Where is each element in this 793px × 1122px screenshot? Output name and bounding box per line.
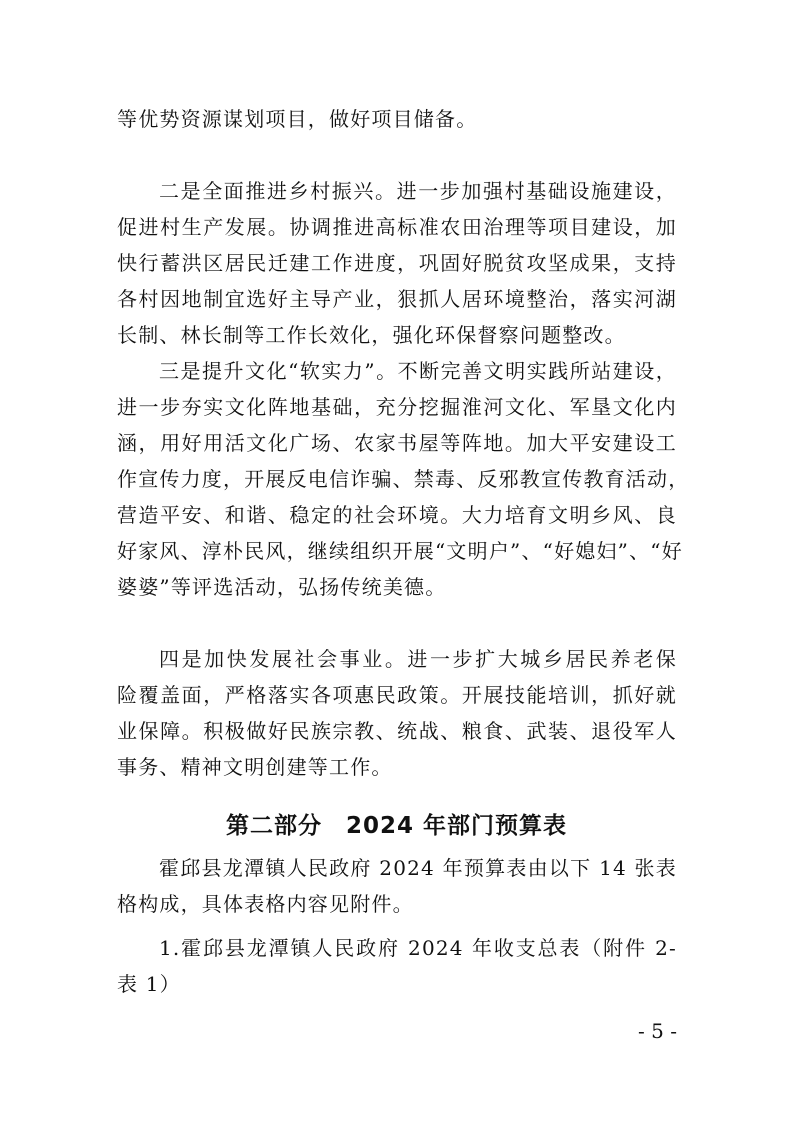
text-line: 表 1）	[117, 972, 181, 996]
text-line: 1.霍邱县龙潭镇人民政府 2024 年收支总表（附件 2-	[159, 936, 677, 960]
paragraph-continuation	[117, 101, 677, 137]
text-line: 各村因地制宜选好主导产业，狠抓人居环境整治，落实河湖	[117, 287, 677, 311]
text-line: 霍邱县龙潭镇人民政府 2024 年预算表由以下 14 张表	[159, 856, 677, 880]
text-line: 快行蓄洪区居民迁建工作进度，巩固好脱贫攻坚成果，支持	[117, 251, 677, 275]
paragraph-rural-revitalization	[117, 173, 677, 353]
text-line: 作宣传力度，开展反电信诈骗、禁毒、反邪教宣传教育活动，	[117, 467, 690, 491]
paragraph-culture	[117, 353, 690, 605]
text-line: 长制、林长制等工作长效化，强化环保督察问题整改。	[117, 323, 626, 347]
text-line: 好家风、淳朴民风，继续组织开展“文明户”、“好媳妇”、“好	[117, 539, 683, 563]
paragraph-social-affairs	[117, 641, 677, 785]
text-line: 进一步夯实文化阵地基础，充分挖掘淮河文化、军垦文化内	[117, 395, 677, 419]
text-line: 涵，用好用活文化广场、农家书屋等阵地。加大平安建设工	[117, 431, 677, 455]
page-number: - 5 -	[638, 1019, 677, 1043]
text-line: 险覆盖面，严格落实各项惠民政策。开展技能培训，抓好就	[117, 683, 677, 707]
text-line: 事务、精神文明创建等工作。	[117, 755, 393, 779]
text-line: 二是全面推进乡村振兴。进一步加强村基础设施建设，	[159, 179, 677, 203]
text-line: 三是提升文化“软实力”。不断完善文明实践所站建设，	[159, 359, 677, 383]
text-line: 婆婆”等评选活动，弘扬传统美德。	[117, 575, 447, 599]
text-line: 等优势资源谋划项目，做好项目储备。	[117, 107, 478, 131]
text-line: 营造平安、和谐、稳定的社会环境。大力培育文明乡风、良	[117, 503, 677, 527]
paragraph-budget-intro	[117, 850, 677, 922]
text-line: 四是加快发展社会事业。进一步扩大城乡居民养老保	[159, 647, 677, 671]
text-line: 业保障。积极做好民族宗教、统战、粮食、武装、退役军人	[117, 719, 677, 743]
text-line: 格构成，具体表格内容见附件。	[117, 892, 414, 916]
paragraph-table-list-item	[117, 930, 677, 1002]
text-line: 促进村生产发展。协调推进高标准农田治理等项目建设，加	[117, 215, 677, 239]
section-heading: 第二部分 2024 年部门预算表	[225, 813, 568, 839]
